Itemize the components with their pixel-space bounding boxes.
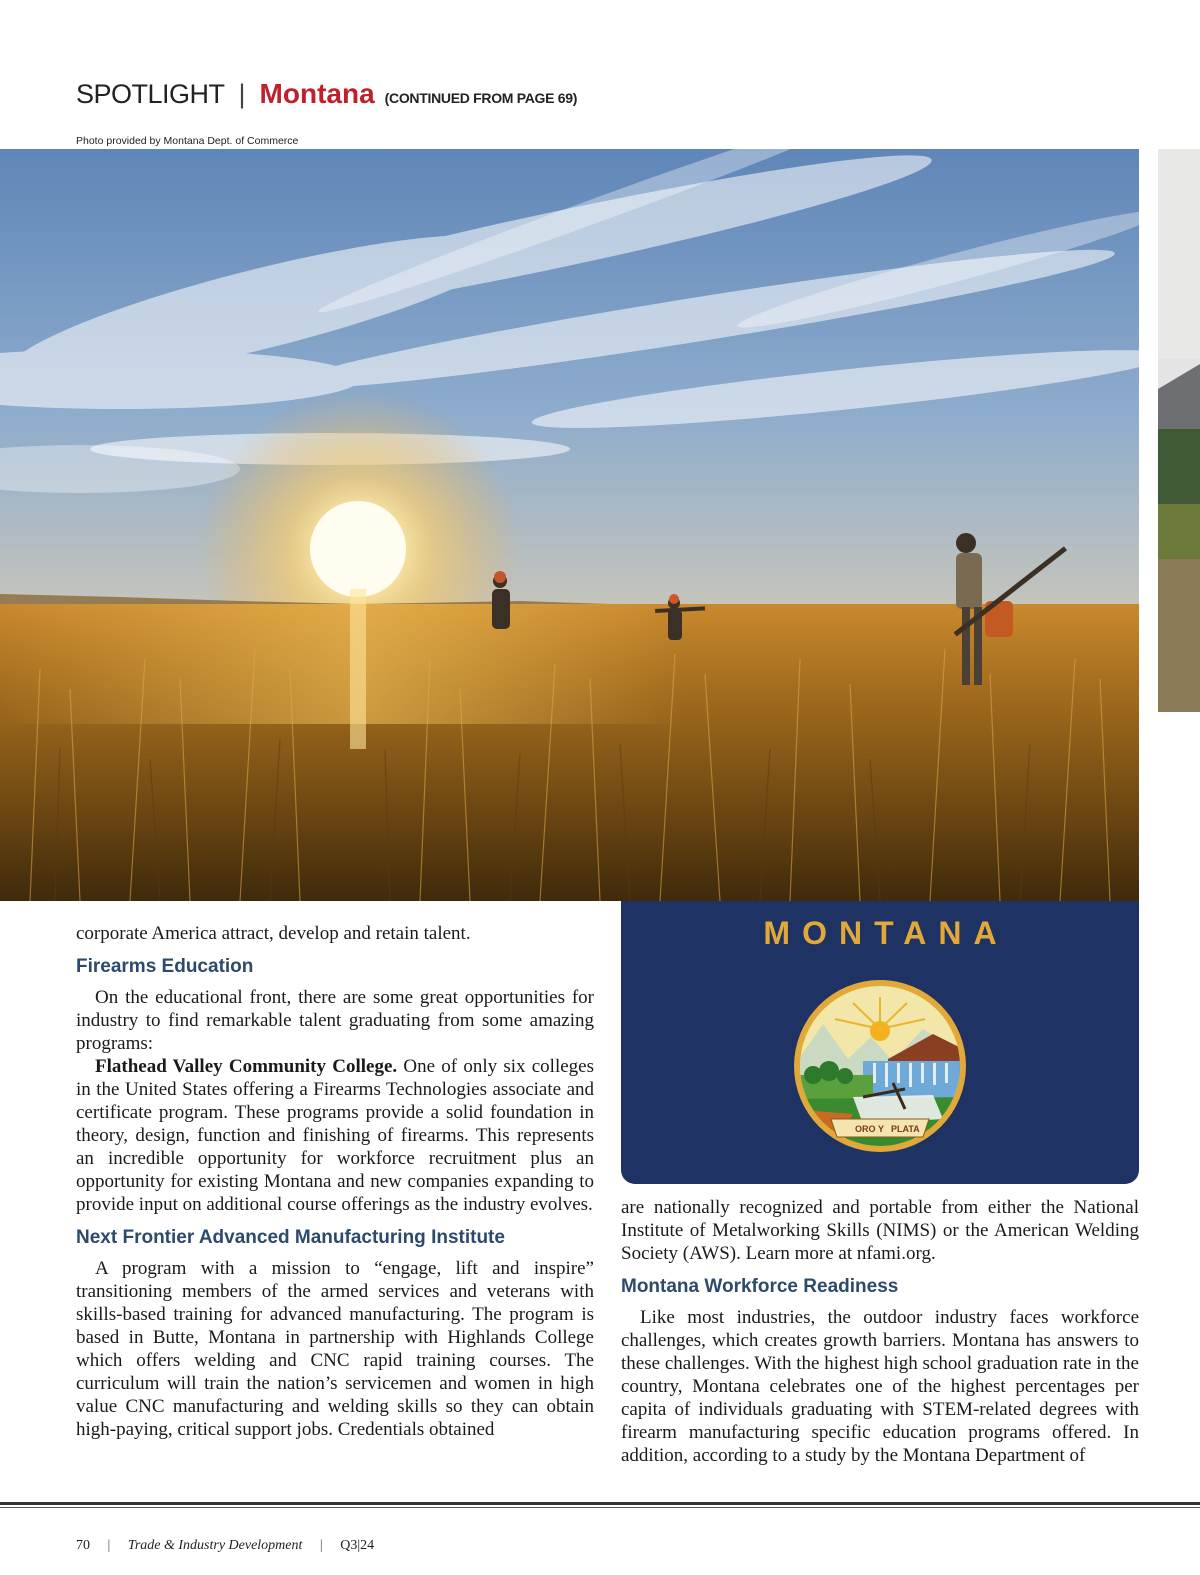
header-separator: | bbox=[238, 79, 246, 109]
publication-name: Trade & Industry Development bbox=[127, 1538, 303, 1553]
paragraph: A program with a mission to “engage, lift and inspire” transitioning members of the armed services and veterans with skills-based training for advanced manufacturing. The program is based in Butte, Montana in partnership with Highlands College which offers welding and CNC rapid training courses. The curriculum will train the nation’s servicemen and women in high value CNC manufacturing and welding skills so they can obtain high-paying, critical support jobs. Credentials obtained bbox=[76, 1258, 594, 1440]
flag-title: MONTANA bbox=[763, 915, 1009, 951]
paragraph: are nationally recognized and portable from either the National Institute of Metalworking Skills (NIMS) or the American Welding Society (AWS). Learn more at nfami.org. bbox=[621, 1197, 1139, 1264]
page-footer bbox=[76, 1538, 374, 1554]
page-number: 70 bbox=[76, 1538, 90, 1553]
continued-note: (CONTINUED FROM PAGE 69) bbox=[384, 90, 578, 106]
state-seal bbox=[793, 979, 967, 1153]
article-column-right bbox=[621, 1196, 1139, 1467]
subheading-firearms-education: Firearms Education bbox=[76, 956, 254, 977]
footer-separator: | bbox=[319, 1538, 323, 1553]
state-title: Montana bbox=[259, 78, 375, 109]
motto-oro: ORO bbox=[855, 1124, 876, 1134]
paragraph: corporate America attract, develop and retain talent. bbox=[76, 923, 471, 944]
motto-plata: PLATA bbox=[891, 1124, 920, 1134]
college-name: Flathead Valley Community College. bbox=[95, 1056, 398, 1077]
section-label: SPOTLIGHT bbox=[76, 79, 225, 109]
issue-label: Q3|24 bbox=[340, 1538, 375, 1553]
paragraph: Like most industries, the outdoor industry faces workforce challenges, which creates growth barriers. Montana has answers to these challenges. With the highest high school graduation rate in the country, Montana celebrates one of the highest percentages per capita of individuals graduating with STEM-related degrees with firearm manufacturing specific education programs offered. In addition, according to a study by the Montana Department of bbox=[621, 1307, 1139, 1466]
paragraph bbox=[76, 1055, 594, 1216]
article-column-left bbox=[76, 922, 594, 1441]
subheading-next-frontier: Next Frontier Advanced Manufacturing Institute bbox=[76, 1227, 505, 1248]
montana-flag bbox=[621, 901, 1139, 1184]
subheading-workforce-readiness: Montana Workforce Readiness bbox=[621, 1276, 899, 1297]
footer-rule bbox=[0, 1502, 1200, 1505]
photo-credit: Photo provided by Montana Dept. of Commerce bbox=[76, 135, 299, 147]
footer-rule-thin bbox=[0, 1507, 1200, 1508]
section-header bbox=[76, 78, 577, 114]
hero-photo bbox=[0, 149, 1139, 901]
paragraph: On the educational front, there are some great opportunities for industry to find remarkable talent graduating from some amazing programs: bbox=[76, 987, 594, 1054]
adjacent-photo bbox=[1158, 149, 1200, 712]
footer-separator: | bbox=[107, 1538, 111, 1553]
paragraph-text: One of only six colleges in the United States offering a Firearms Technologies associate and certificate program. These programs provide a solid foundation in theory, design, function and finishing of firearms. This represents an incredible opportunity for workforce recruitment plus an opportunity for existing Montana and new companies expanding to provide input on additional course offerings as the industry evolves. bbox=[76, 1056, 594, 1215]
motto-y: Y bbox=[878, 1124, 885, 1134]
